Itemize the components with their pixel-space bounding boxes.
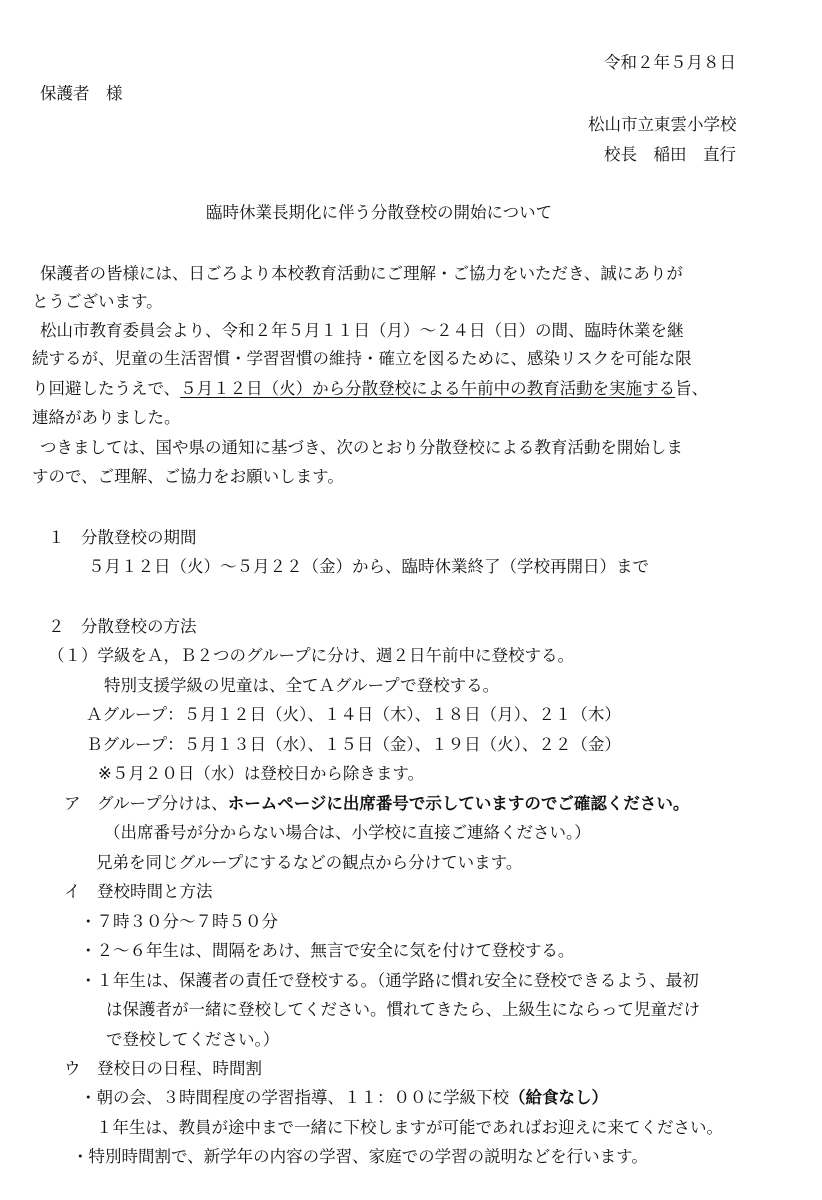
section-2-item-1: （１）学級をＡ，Ｂ２つのグループに分け、週２日午前中に登校する。 — [48, 646, 575, 665]
group-a-schedule: Ａグループ：５月１２日（火）、１４日（木）、１８日（月）、２１（木） — [86, 705, 621, 724]
intro-paragraph-2-line-3-prefix: り回避したうえで、 — [32, 379, 181, 398]
section-2-heading: ２ 分散登校の方法 — [48, 617, 197, 636]
intro-paragraph-2-line-2: 続するが、児童の生活習慣・学習習慣の維持・確立を図るために、感染リスクを可能な限 — [32, 349, 692, 368]
subsection-a-sibling-note: 兄弟を同じグループにするなどの観点から分けています。 — [96, 853, 523, 872]
section-1-body: ５月１２日（火）～５月２２（金）から、臨時休業終了（学校再開日）まで — [88, 557, 649, 576]
school-name: 松山市立東雲小学校 — [588, 115, 737, 134]
subsection-i-bullet-3-line-1: ・１年生は、保護者の責任で登校する。（通学路に慣れ安全に登校できるよう、最初 — [80, 971, 699, 990]
subsection-i-bullet-1: ・７時３０分～７時５０分 — [80, 912, 278, 931]
subsection-i-bullet-3-line-2: は保護者が一緒に登校してください。慣れてきたら、上級生にならって児童だけ — [106, 1000, 700, 1019]
intro-paragraph-2-line-1: 松山市教育委員会より、令和２年５月１１日（月）～２４日（日）の間、臨時休業を継 — [40, 321, 684, 340]
intro-paragraph-1-line-1: 保護者の皆様には、日ごろより本校教育活動にご理解・ご協力をいただき、誠にありが — [40, 264, 683, 283]
section-1-heading: １ 分散登校の期間 — [48, 528, 197, 547]
subsection-u-heading: ウ 登校日の日程、時間割 — [64, 1059, 262, 1078]
subsection-u-bullet-1 — [80, 1087, 608, 1109]
subsection-u-bullet-2: ・特別時間割で、新学年の内容の学習、家庭での学習の説明などを行います。 — [72, 1147, 648, 1166]
intro-paragraph-2-line-3 — [32, 378, 708, 400]
no-lunch-note: （給食なし） — [509, 1088, 608, 1107]
intro-paragraph-3-line-2: すので、ご理解、ご協力をお願いします。 — [32, 467, 344, 486]
document-title: 臨時休業長期化に伴う分散登校の開始について — [206, 203, 553, 222]
implementation-notice-underlined: ５月１２日（火）から分散登校による午前中の教育活動を実施する — [180, 379, 676, 398]
special-support-note: 特別支援学級の児童は、全てＡグループで登校する。 — [104, 676, 500, 695]
first-grade-pickup-note: １年生は、教員が途中まで一緒に下校しますが可能であればお迎えに来てください。 — [96, 1118, 723, 1137]
group-b-schedule: Ｂグループ：５月１３日（水）、１５日（金）、１９日（火）、２２（金） — [86, 735, 621, 754]
intro-paragraph-2-line-3-suffix: 旨、 — [675, 379, 709, 398]
subsection-a-prefix: ア グループ分けは、 — [64, 794, 228, 813]
subsection-i-heading: イ 登校時間と方法 — [64, 882, 213, 901]
intro-paragraph-1-line-2: とうございます。 — [32, 292, 163, 311]
intro-paragraph-2-line-4: 連絡がありました。 — [32, 408, 181, 427]
principal-name: 校長 稲田 直行 — [604, 145, 736, 164]
date: 令和２年５月８日 — [604, 53, 736, 72]
subsection-a-parenthetical: （出席番号が分からない場合は、小学校に直接ご連絡ください。） — [104, 823, 591, 842]
subsection-i-bullet-2: ・２～６年生は、間隔をあけ、無言で安全に気を付けて登校する。 — [80, 941, 575, 960]
excluded-day-note: ※５月２０日（水）は登校日から除きます。 — [98, 764, 425, 783]
addressee: 保護者 様 — [40, 84, 123, 103]
subsection-a — [64, 793, 689, 815]
subsection-i-bullet-3-line-3: で登校してください。） — [106, 1030, 280, 1049]
subsection-u-bullet-1-text: ・朝の会、３時間程度の学習指導、１１：００に学級下校 — [80, 1088, 509, 1107]
intro-paragraph-3-line-1: つきましては、国や県の通知に基づき、次のとおり分散登校による教育活動を開始しま — [40, 438, 683, 457]
subsection-a-bold: ホームページに出席番号で示していますのでご確認ください。 — [227, 794, 690, 813]
